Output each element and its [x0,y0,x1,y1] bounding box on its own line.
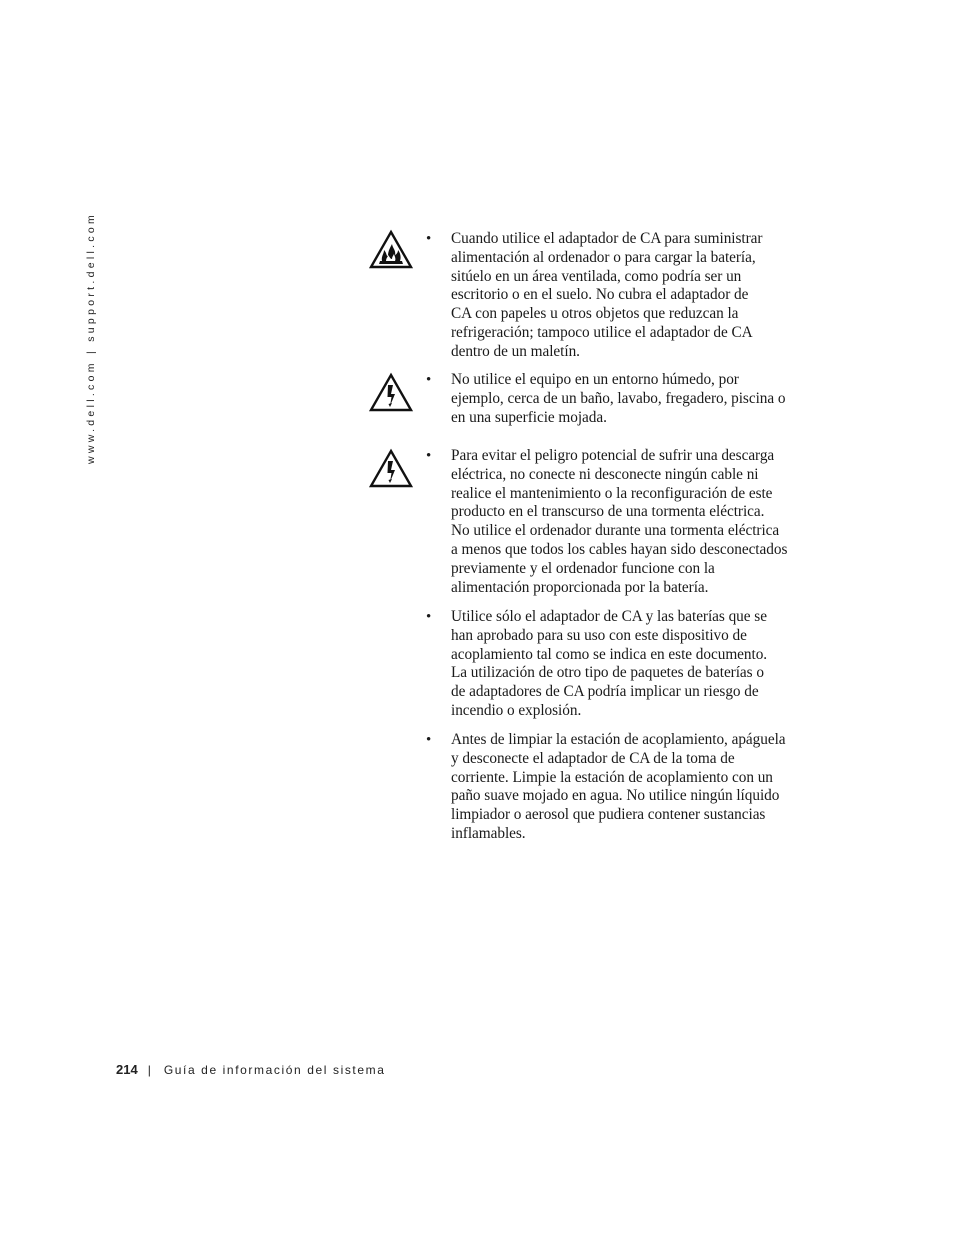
bullet: • [426,448,432,464]
list-item-text: Cuando utilice el adaptador de CA para suministrar alimentación al ordenador o para cargar la batería, sitúelo en un área ventilada, como podría ser un escritorio o en el suelo. No cubra el adaptador de CA con papeles u otros objetos que reduzcan la refrigeración; tampoco utilice el adaptador de CA dentro de un maletín. [451,230,763,360]
list-item-text: Antes de limpiar la estación de acoplamiento, apáguela y desconecte el adaptador de CA de la toma de corriente. Limpie la estación de acoplamiento con un paño suave mojado en agua. No utilice ningún líquido limpiador o aerosol que pudiera contener sustancias inflamables. [451,731,786,842]
list-item-text: Utilice sólo el adaptador de CA y las baterías que se han aprobado para su uso con este dispositivo de acoplamiento tal como se indica en este documento. La utilización de otro tipo de paquetes de baterías o de adaptadores de CA podría implicar un riesgo de incendio o explosión. [451,608,768,719]
fire-warning-icon [369,229,413,269]
bullet: • [426,732,432,748]
list-item-text: No utilice el equipo en un entorno húmedo, por ejemplo, cerca de un baño, lavabo, fregadero, piscina o en una superficie mojada. [451,371,786,426]
bullet: • [426,609,432,625]
bullet: • [426,231,432,247]
electrical-shock-warning-icon [369,372,413,412]
footer-separator: | [147,1063,151,1077]
page-number: 214 [116,1062,138,1077]
document-title: Guía de información del sistema [163,1063,386,1077]
page-footer [116,1062,386,1077]
side-url: www.dell.com | support.dell.com [85,211,97,464]
list-item-text: Para evitar el peligro potencial de sufrir una descarga eléctrica, no conecte ni desconecte ningún cable ni realice el mantenimiento o la reconfiguración de este producto en el transcurso de una tormenta eléctrica. No utilice el ordenador durante una tormenta eléctrica a menos que todos los cables hayan sido desconectados previamente y el ordenador funcione con la alimentación proporcionada por la batería. [451,447,788,596]
bullet: • [426,372,432,388]
electrical-shock-warning-icon [369,448,413,488]
